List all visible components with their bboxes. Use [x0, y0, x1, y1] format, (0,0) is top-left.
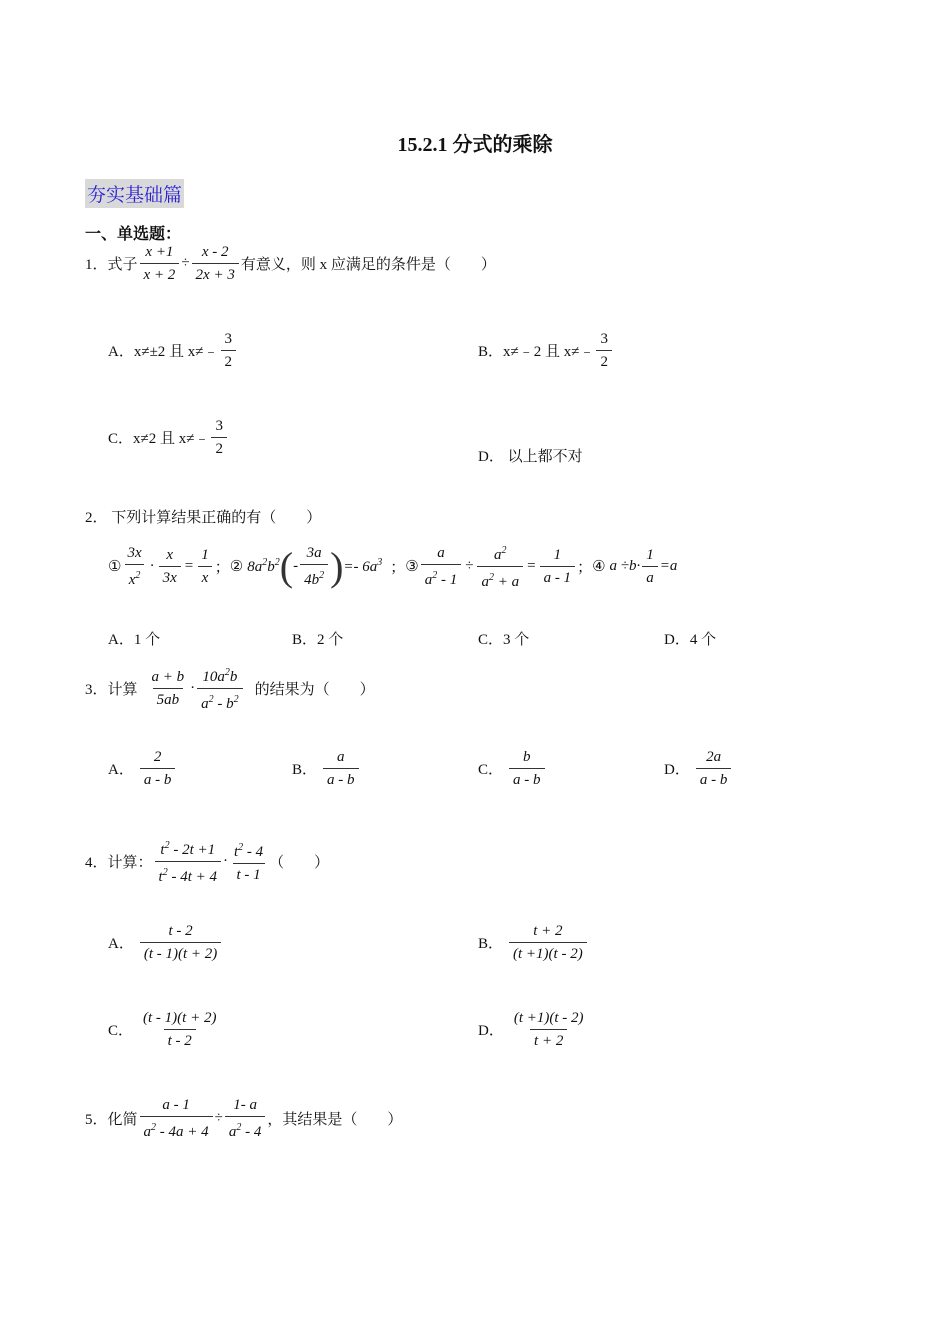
- section-heading: 一、单选题：: [85, 224, 182, 243]
- option-a[interactable]: A． 2 a - b: [108, 748, 177, 789]
- option-d[interactable]: D． 以上都不对: [478, 449, 583, 465]
- option-b[interactable]: B． t + 2 (t +1)(t - 2): [478, 922, 589, 963]
- question-number: 4．: [85, 855, 108, 871]
- circled-1: ①: [108, 559, 122, 575]
- question-prefix: 计算: [107, 682, 138, 698]
- option-a[interactable]: A． x≠±2 且 x≠﹣ 3 2: [108, 330, 238, 371]
- question-2: [85, 506, 321, 527]
- option-c[interactable]: C． b a - b: [478, 748, 547, 789]
- question-text: 有意义，则 x 应满足的条件是（ ）: [240, 257, 496, 273]
- question-text: 下列计算结果正确的有（ ）: [111, 510, 322, 526]
- question-1: [85, 243, 496, 284]
- question-4: 4． 计算： $t^2 - 2t +1$ $t^2 - 4t + 4$ · $t^2 - 4$ t - 1 （ ）: [85, 840, 330, 885]
- question-number: 2．: [85, 510, 108, 526]
- option-d[interactable]: D． (t +1)(t - 2) t + 2: [478, 1010, 584, 1049]
- fraction: 3 2: [596, 330, 612, 371]
- option-b[interactable]: B． a a - b: [292, 748, 361, 789]
- fraction: 3 2: [221, 330, 237, 371]
- circled-2: ②: [229, 559, 244, 575]
- option-c[interactable]: C．3 个: [478, 632, 530, 648]
- question-5: 5． 化简 $\frac{a - 1}{a^2 - 4a + 4}$ ÷ $\frac{1- a}{a^2 - 4}$ ，其结果是（ ）: [85, 1097, 403, 1140]
- question-3: 3． 计算 a + b 5ab · $10a^2b$ $a^2 - b^2$ 的结果为（ ）: [85, 667, 375, 712]
- option-c[interactable]: C． (t - 1)(t + 2) t - 2: [108, 1010, 217, 1049]
- option-b[interactable]: B．2 个: [292, 632, 344, 648]
- question-number: 5．: [85, 1112, 108, 1128]
- circled-3: ③: [405, 559, 419, 575]
- question-prefix: 化简: [107, 1112, 138, 1128]
- circled-4: ④: [592, 559, 606, 575]
- option-a[interactable]: A． t - 2 (t - 1)(t + 2): [108, 922, 223, 963]
- divide-sign: ÷: [181, 255, 190, 271]
- option-b[interactable]: B． x≠﹣2 且 x≠﹣ 3 2: [478, 330, 614, 371]
- question-number: 1．: [85, 257, 108, 273]
- question-text: （ ）: [269, 855, 330, 871]
- question-prefix: 式子: [107, 257, 138, 273]
- page-title: 15.2.1 分式的乘除: [397, 134, 553, 156]
- section-banner: 夯实基础篇: [85, 179, 184, 208]
- option-c[interactable]: C． x≠2 且 x≠﹣ 3 2: [108, 417, 229, 458]
- fraction: $\frac{x - 2}{2x + 3}$: [192, 243, 239, 284]
- option-a[interactable]: A．1 个: [108, 632, 161, 648]
- question-text: ，其结果是（ ）: [267, 1112, 403, 1128]
- fraction: $\frac{x +1}{x + 2}$: [140, 243, 180, 284]
- question-2-statements: ① 3x $x^2$ · $\frac{x}{3x}$ = $\frac{1}{x}$ ； ② $8a^2b^2$ ( - 3a $4b^2$ ) =- $6a^3$ ； ③ $\frac{a}{a^2 - 1}$ ÷ $\frac{a^2}{a^2 + a}$ = $\frac{1}{a - 1}$ ； ④ a ÷b· $\frac{1}{a}$ =a: [108, 543, 678, 590]
- fraction: 3 2: [211, 417, 227, 458]
- option-d[interactable]: D．4 个: [664, 632, 717, 648]
- question-prefix: 计算：: [107, 855, 153, 871]
- question-text: 的结果为（ ）: [254, 682, 375, 698]
- option-d[interactable]: D． 2a a - b: [664, 748, 733, 789]
- question-number: 3．: [85, 682, 108, 698]
